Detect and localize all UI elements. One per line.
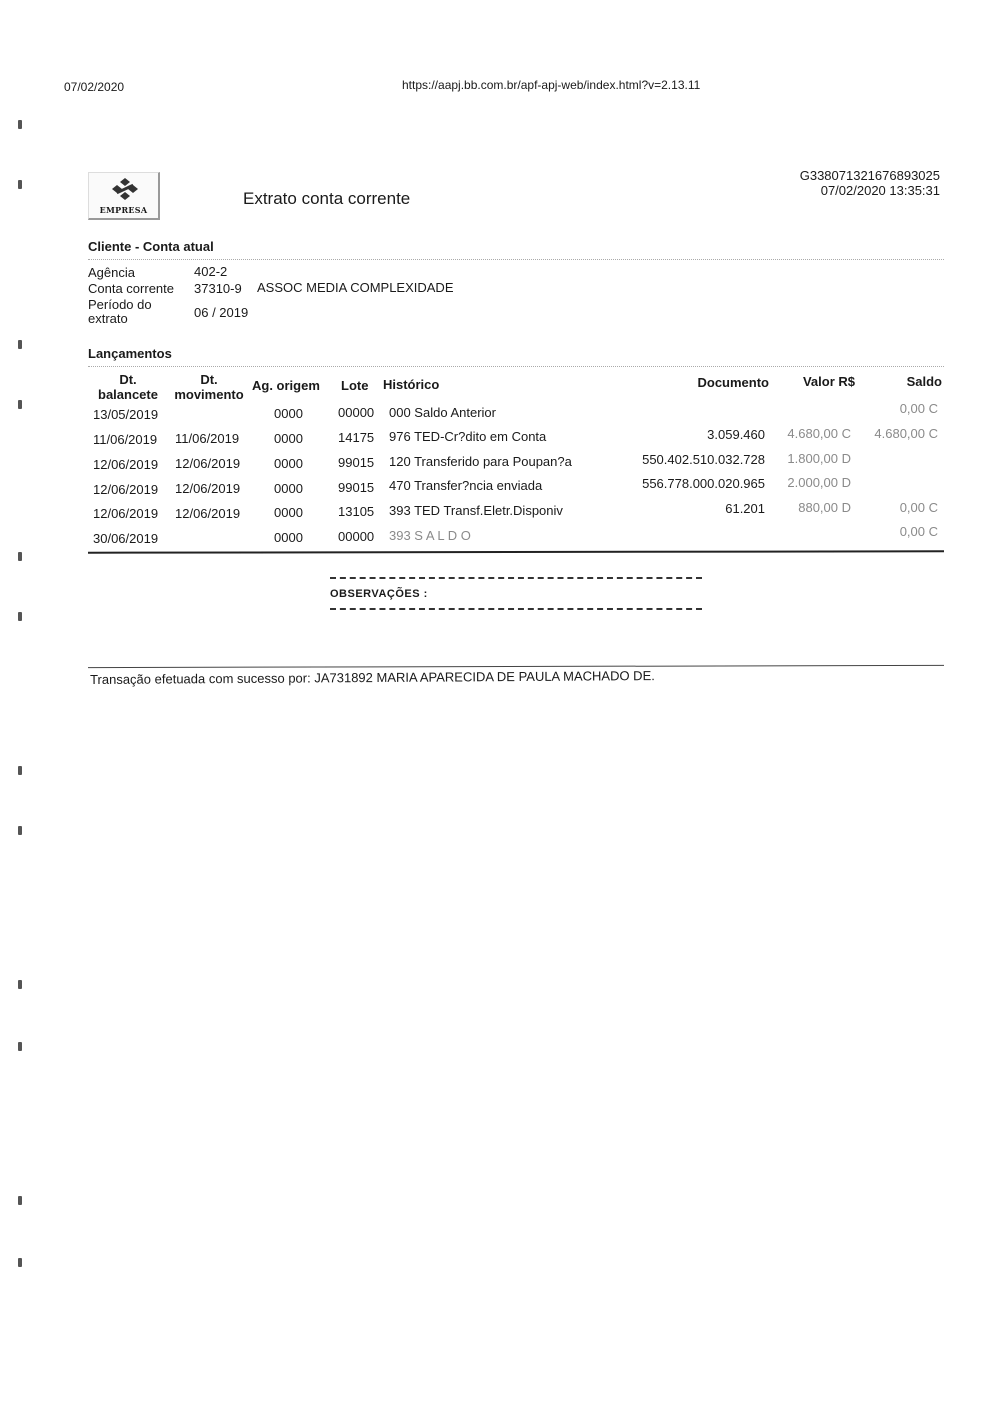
print-date: 07/02/2020 (64, 80, 125, 94)
bank-logo (88, 172, 160, 220)
cell-historico: 000 Saldo Anterior (389, 405, 496, 420)
cell-ag-origem: 0000 (274, 481, 303, 496)
cell-saldo: 0,00 C (899, 401, 938, 416)
cell-lote: 00000 (338, 529, 375, 544)
auth-block (800, 168, 940, 198)
cell-ag-origem: 0000 (274, 530, 303, 545)
cell-ag-origem: 0000 (274, 505, 303, 520)
col-documento: Documento (697, 375, 769, 390)
col-ag-origem: Ag. origem (252, 378, 320, 393)
observacoes-label: OBSERVAÇÕES : (330, 588, 428, 600)
logo-label: EMPRESA (99, 205, 148, 215)
lancamentos-heading: Lançamentos (88, 346, 172, 361)
cell-dt-movimento: 12/06/2019 (175, 456, 241, 471)
cell-historico: 393 S A L D O (389, 528, 471, 543)
section-divider (88, 366, 944, 367)
cell-historico: 470 Transfer?ncia enviada (389, 478, 543, 493)
auth-code: G338071321676893025 (799, 168, 940, 183)
agencia-value: 402-2 (194, 264, 228, 279)
col-saldo: Saldo (906, 374, 942, 389)
col-historico: Histórico (383, 377, 440, 392)
cell-saldo: 4.680,00 C (874, 426, 938, 441)
agencia-label: Agência (88, 265, 135, 280)
cell-valor: 4.680,00 C (787, 426, 851, 441)
conta-name: ASSOC MEDIA COMPLEXIDADE (257, 280, 454, 295)
cell-dt-balancete: 12/06/2019 (93, 457, 159, 472)
cell-lote: 99015 (338, 455, 375, 470)
periodo-value: 06 / 2019 (194, 305, 249, 320)
cell-ag-origem: 0000 (274, 431, 303, 446)
conta-value: 37310-9 (194, 281, 242, 296)
cell-dt-balancete: 11/06/2019 (93, 432, 158, 447)
col-dt-movimento-l2: movimento (174, 387, 244, 402)
col-dt-movimento (170, 372, 248, 402)
periodo-label (88, 298, 152, 326)
cell-dt-balancete: 12/06/2019 (93, 506, 159, 521)
client-section-heading: Cliente - Conta atual (88, 239, 214, 254)
cell-ag-origem: 0000 (274, 406, 303, 421)
footer-rule (88, 665, 944, 668)
col-valor: Valor R$ (802, 374, 855, 389)
col-lote: Lote (341, 378, 369, 393)
section-divider (88, 259, 944, 260)
cell-historico: 393 TED Transf.Eletr.Disponiv (389, 503, 563, 518)
cell-dt-movimento: 12/06/2019 (175, 481, 241, 496)
obs-divider-top (330, 577, 702, 579)
col-dt-movimento-l1: Dt. (200, 372, 218, 387)
periodo-label-line1: Período do (88, 297, 152, 312)
cell-dt-balancete: 13/05/2019 (93, 407, 159, 422)
col-dt-balancete-l1: Dt. (119, 372, 137, 387)
conta-label: Conta corrente (88, 281, 174, 296)
cell-dt-movimento: 11/06/2019 (175, 431, 240, 446)
col-dt-balancete-l2: balancete (98, 387, 158, 402)
cell-lote: 99015 (338, 480, 375, 495)
cell-lote: 00000 (338, 405, 375, 420)
cell-valor: 2.000,00 D (787, 475, 851, 490)
auth-datetime: 07/02/2020 13:35:31 (820, 183, 940, 198)
periodo-label-line2: extrato (88, 311, 128, 326)
table-bottom-rule (88, 550, 944, 553)
footer-text: Transação efetuada com sucesso por: JA731892 MARIA APARECIDA DE PAULA MACHADO DE. (90, 668, 655, 687)
col-dt-balancete (94, 372, 162, 402)
cell-documento: 556.778.000.020.965 (642, 476, 765, 491)
cell-dt-movimento: 12/06/2019 (175, 506, 241, 521)
cell-valor: 880,00 D (798, 500, 851, 515)
obs-divider-bottom (330, 608, 702, 610)
cell-ag-origem: 0000 (274, 456, 303, 471)
cell-documento: 3.059.460 (707, 427, 765, 442)
cell-lote: 13105 (338, 504, 375, 519)
print-url: https://aapj.bb.com.br/apf-apj-web/index.html?v=2.13.11 (402, 78, 701, 92)
cell-saldo: 0,00 C (899, 524, 938, 539)
cell-dt-balancete: 30/06/2019 (93, 531, 159, 546)
cell-historico: 976 TED-Cr?dito em Conta (389, 429, 547, 444)
bb-logo-icon (111, 177, 139, 203)
cell-lote: 14175 (338, 430, 375, 445)
cell-historico: 120 Transferido para Poupan?a (389, 454, 572, 469)
cell-valor: 1.800,00 D (787, 451, 851, 466)
cell-dt-balancete: 12/06/2019 (93, 482, 159, 497)
cell-documento: 550.402.510.032.728 (642, 452, 765, 467)
cell-documento: 61.201 (725, 501, 765, 516)
cell-saldo: 0,00 C (899, 500, 938, 515)
document-title: Extrato conta corrente (243, 189, 411, 208)
